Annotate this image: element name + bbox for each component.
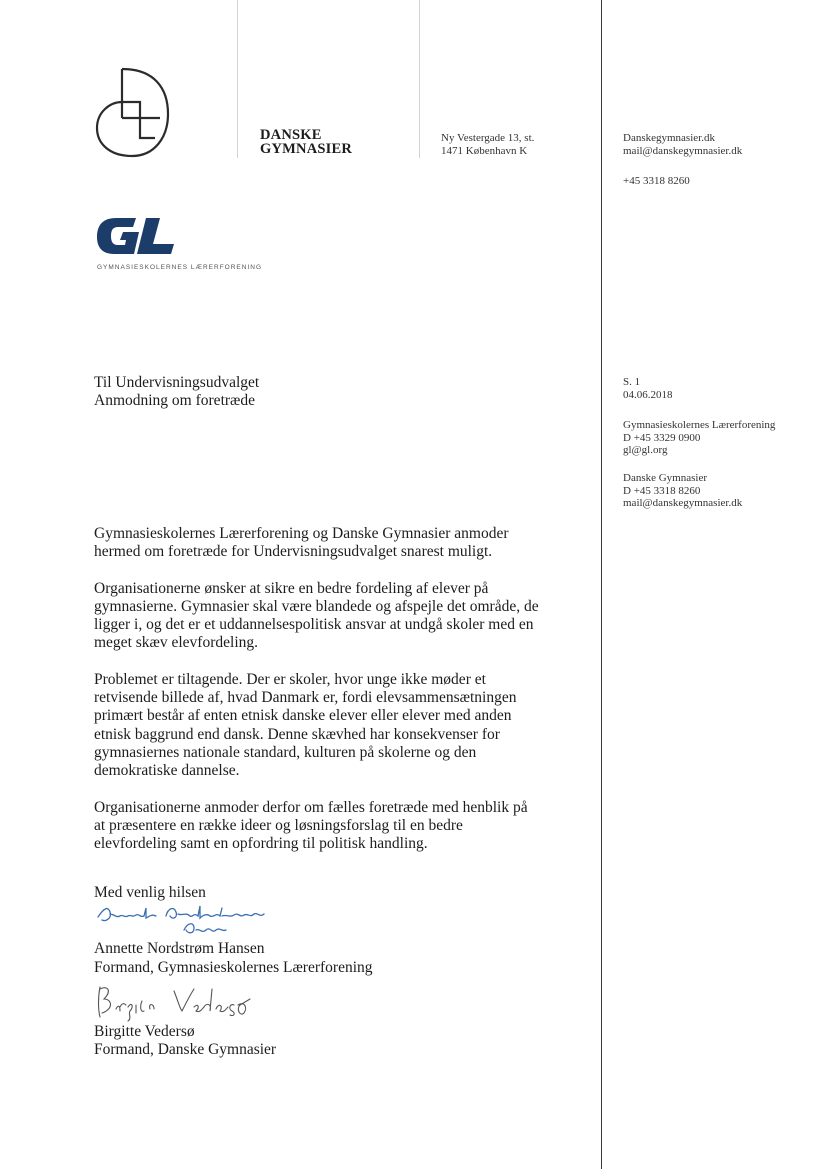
signature-1-icon [96,902,276,940]
signatory-2-name: Birgitte Vedersø [94,1022,195,1040]
closing-block [94,884,373,1059]
paragraph-1: Gymnasieskolernes Lærerforening og Danske Gymnasier anmoder hermed om foretræde for Undervisningsudvalget snarest muligt. [94,525,509,561]
letter-heading [94,374,259,410]
contact2-phone: D +45 3318 8260 [623,484,701,497]
gl-logo [96,212,186,265]
danske-gymnasier-logo-icon [92,66,172,160]
sender-web: Danskegymnasier.dk [623,132,715,144]
address-line-1: Ny Vestergade 13, st. [441,132,535,144]
sender-phone: +45 3318 8260 [623,175,690,187]
paragraph-2: Organisationerne ønsker at sikre en bedre fordeling af elever på gymnasierne. Gymnasier skal være blandede og afspejle det område, de ligger i, og det er et uddannelsespolitisk ansvar at undgå skoler med en meget skæv elevfordeling. [94,579,539,652]
contact2-email: mail@danskegymnasier.dk [623,497,743,509]
sidebar-contact-gl [623,419,775,457]
sender-email: mail@danskegymnasier.dk [623,144,743,157]
header-divider-left [237,0,238,158]
gl-logo-mark-icon [96,212,186,260]
address-line-2: 1471 København K [441,144,528,157]
contact1-org: Gymnasieskolernes Lærerforening [623,419,776,431]
sidebar-contact-dg [623,472,742,510]
brand-line-2: GYMNASIER [260,141,353,157]
paragraph-4: Organisationerne anmoder derfor om fælles foretræde med henblik på at præsentere en række ideer og løsningsforslag til en bedre elevfordeling samt en opfordring til politisk handling. [94,798,528,853]
signatory-2-title: Formand, Danske Gymnasier [94,1041,277,1059]
brand-line-1: DANSKE [260,127,322,143]
recipient: Til Undervisningsudvalget [94,374,260,391]
signatory-1-title: Formand, Gymnasieskolernes Lærerforening [94,958,373,976]
closing-salutation: Med venlig hilsen [94,884,206,901]
letter-body [94,525,574,871]
paragraph-3: Problemet er tiltagende. Der er skoler, hvor unge ikke møder et retvisende billede af, hvad Danmark er, fordi elevsammensætningen primært består af enten etnisk danske elever eller elever med anden etnisk baggrund end dansk. Denne skævhed har konsekvenser for gymnasiernes nationale standard, kulturen på skolerne og den demokratiske dannelse. [94,670,517,780]
contact2-org: Danske Gymnasier [623,472,708,484]
gl-tagline: GYMNASIESKOLERNES LÆRERFORENING [97,264,262,271]
signature-2-icon [94,981,254,1023]
sender-address [441,132,534,157]
brand-name [260,128,352,156]
signatory-1-name: Annette Nordstrøm Hansen [94,940,265,958]
contact1-phone: D +45 3329 0900 [623,431,701,444]
sender-contact [623,132,742,157]
letter-date: 04.06.2018 [623,388,673,401]
contact1-email: gl@gl.org [623,444,668,456]
header-divider-right [419,0,420,158]
sidebar-meta [623,376,673,401]
subject: Anmodning om foretræde [94,392,256,409]
page-number: S. 1 [623,376,641,388]
margin-rule [601,0,602,1169]
